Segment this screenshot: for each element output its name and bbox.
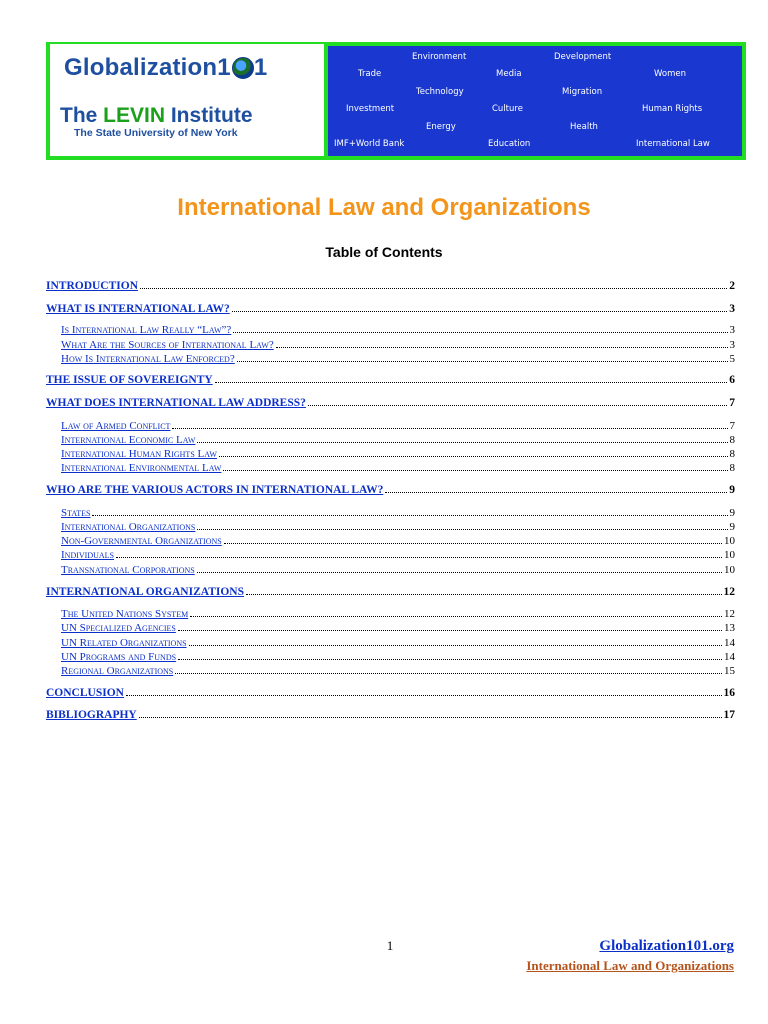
toc-page: 9 (729, 521, 735, 533)
toc-entry[interactable] (46, 303, 735, 315)
toc-entry[interactable] (46, 280, 735, 292)
toc-entry[interactable] (46, 709, 735, 721)
toc-label[interactable]: States (61, 507, 91, 519)
toc-page: 6 (729, 374, 735, 386)
toc-entry[interactable] (61, 521, 735, 533)
toc-page: 17 (723, 709, 735, 721)
toc-label[interactable]: UN Related Organizations (61, 637, 187, 649)
toc-entry[interactable] (61, 564, 735, 576)
toc-heading: Table of Contents (325, 244, 443, 260)
topic-link[interactable]: Development (554, 52, 612, 62)
toc-entry[interactable] (61, 608, 735, 620)
toc-entry[interactable] (61, 651, 735, 663)
toc-leader (197, 528, 727, 530)
toc-leader (215, 381, 728, 383)
toc-page: 13 (724, 622, 735, 634)
toc-label[interactable]: BIBLIOGRAPHY (46, 709, 137, 721)
topic-link[interactable]: Energy (426, 122, 456, 132)
toc-label[interactable]: Regional Organizations (61, 665, 174, 677)
toc-entry[interactable] (46, 374, 735, 386)
toc-leader (197, 441, 727, 443)
toc-label[interactable]: Individuals (61, 549, 114, 561)
toc-entry[interactable] (61, 420, 735, 432)
toc-label[interactable]: International Organizations (61, 521, 196, 533)
toc-leader (385, 491, 727, 493)
toc-page: 10 (724, 535, 735, 547)
topic-link[interactable]: Health (570, 122, 598, 132)
toc-leader (92, 514, 727, 516)
toc-entry[interactable] (61, 434, 735, 446)
topic-link[interactable]: Culture (492, 104, 523, 114)
toc-label[interactable]: International Economic Law (61, 434, 196, 446)
footer-doc-link[interactable]: International Law and Organizations (526, 958, 734, 973)
toc-label[interactable]: Law of Armed Conflict (61, 420, 171, 432)
institute-levin: LEVIN (103, 104, 166, 127)
toc-label[interactable]: THE ISSUE OF SOVEREIGNTY (46, 374, 213, 386)
toc-entry[interactable] (61, 622, 735, 634)
topics-panel (324, 42, 746, 160)
logo[interactable] (46, 42, 324, 160)
toc-entry[interactable] (61, 462, 735, 474)
toc-leader (232, 310, 728, 312)
globe-icon (232, 57, 254, 79)
toc-label[interactable]: How Is International Law Enforced? (61, 353, 235, 365)
toc-entry[interactable] (46, 687, 735, 699)
topic-link[interactable]: IMF+World Bank (334, 139, 405, 149)
toc-leader (224, 542, 722, 544)
logo-wordmark (64, 54, 267, 82)
toc-leader (197, 571, 722, 573)
topic-link[interactable]: Technology (416, 87, 464, 97)
toc-label[interactable]: WHAT DOES INTERNATIONAL LAW ADDRESS? (46, 397, 306, 409)
header-banner (46, 42, 746, 160)
toc-label[interactable]: CONCLUSION (46, 687, 124, 699)
toc-label[interactable]: Transnational Corporations (61, 564, 195, 576)
toc-entry[interactable] (61, 535, 735, 547)
toc-leader (172, 427, 727, 429)
toc-label[interactable]: Is International Law Really “Law”? (61, 324, 232, 336)
toc-leader (178, 629, 722, 631)
footer-site-link[interactable]: Globalization101.org (599, 938, 734, 954)
topic-link[interactable]: Education (488, 139, 531, 149)
toc-entry[interactable] (46, 397, 735, 409)
topic-link[interactable]: Migration (562, 87, 603, 97)
toc-label[interactable]: What Are the Sources of International Law? (61, 339, 274, 351)
toc-leader (139, 716, 722, 718)
university-name: The State University of New York (74, 127, 238, 139)
toc-entry[interactable] (46, 586, 735, 598)
toc-entry[interactable] (61, 353, 735, 365)
logo-number-right: 1 (253, 54, 268, 81)
toc-entry[interactable] (61, 665, 735, 677)
topic-link[interactable]: Human Rights (642, 104, 703, 114)
toc-leader (276, 346, 728, 348)
toc-label[interactable]: INTRODUCTION (46, 280, 139, 292)
toc-label[interactable]: INTERNATIONAL ORGANIZATIONS (46, 586, 244, 598)
toc-leader (237, 360, 728, 362)
toc-page: 9 (729, 484, 735, 496)
toc-label[interactable]: International Human Rights Law (61, 448, 217, 460)
institute-name (60, 104, 253, 128)
toc-entry[interactable] (61, 324, 735, 336)
toc-page: 5 (729, 353, 735, 365)
topic-link[interactable]: Environment (412, 52, 467, 62)
toc-page: 3 (729, 339, 735, 351)
toc-page: 10 (724, 564, 735, 576)
toc-label[interactable]: International Environmental Law (61, 462, 222, 474)
document-title: International Law and Organizations (177, 194, 591, 221)
toc-page: 3 (729, 303, 735, 315)
toc-entry[interactable] (61, 637, 735, 649)
institute-prefix: The (60, 104, 104, 127)
institute-suffix: Institute (165, 104, 253, 127)
toc-entry[interactable] (46, 484, 735, 496)
topic-link[interactable]: Investment (346, 104, 395, 114)
toc-page: 9 (729, 507, 735, 519)
toc-entry[interactable] (61, 448, 735, 460)
toc-entry[interactable] (61, 507, 735, 519)
topic-link[interactable]: International Law (636, 139, 710, 149)
toc-page: 7 (729, 420, 735, 432)
toc-page: 3 (729, 324, 735, 336)
toc-leader (126, 694, 722, 696)
toc-label[interactable]: The United Nations System (61, 608, 189, 620)
toc-entry[interactable] (61, 339, 735, 351)
toc-page: 7 (729, 397, 735, 409)
toc-leader (116, 556, 722, 558)
toc-page: 8 (729, 448, 735, 460)
toc-leader (189, 644, 722, 646)
toc-page: 10 (724, 549, 735, 561)
toc-page: 8 (729, 462, 735, 474)
toc-page: 12 (723, 586, 735, 598)
toc-leader (140, 287, 727, 289)
toc-page: 15 (724, 665, 735, 677)
toc-leader (223, 469, 727, 471)
toc-leader (308, 404, 727, 406)
toc-page: 8 (729, 434, 735, 446)
topic-link[interactable]: Women (654, 69, 687, 79)
toc-leader (246, 593, 722, 595)
logo-word: Globalization (64, 54, 218, 81)
toc-leader (233, 331, 727, 333)
toc-leader (219, 455, 728, 457)
toc-label[interactable]: Non-Governmental Organizations (61, 535, 222, 547)
toc-page: 16 (723, 687, 735, 699)
toc-page: 2 (729, 280, 735, 292)
topic-link[interactable]: Media (496, 69, 522, 79)
toc-leader (190, 615, 722, 617)
logo-number-left: 1 (217, 54, 231, 81)
toc-label[interactable]: WHAT IS INTERNATIONAL LAW? (46, 303, 230, 315)
toc-label[interactable]: UN Programs and Funds (61, 651, 177, 663)
toc-label[interactable]: WHO ARE THE VARIOUS ACTORS IN INTERNATIONAL LAW? (46, 484, 384, 496)
toc-page: 12 (724, 608, 735, 620)
toc-leader (178, 658, 722, 660)
toc-label[interactable]: UN Specialized Agencies (61, 622, 176, 634)
toc-leader (175, 672, 722, 674)
toc-page: 14 (724, 651, 735, 663)
page-number: 1 (386, 938, 394, 953)
topic-link[interactable]: Trade (358, 69, 382, 79)
toc-page: 14 (724, 637, 735, 649)
toc-entry[interactable] (61, 549, 735, 561)
